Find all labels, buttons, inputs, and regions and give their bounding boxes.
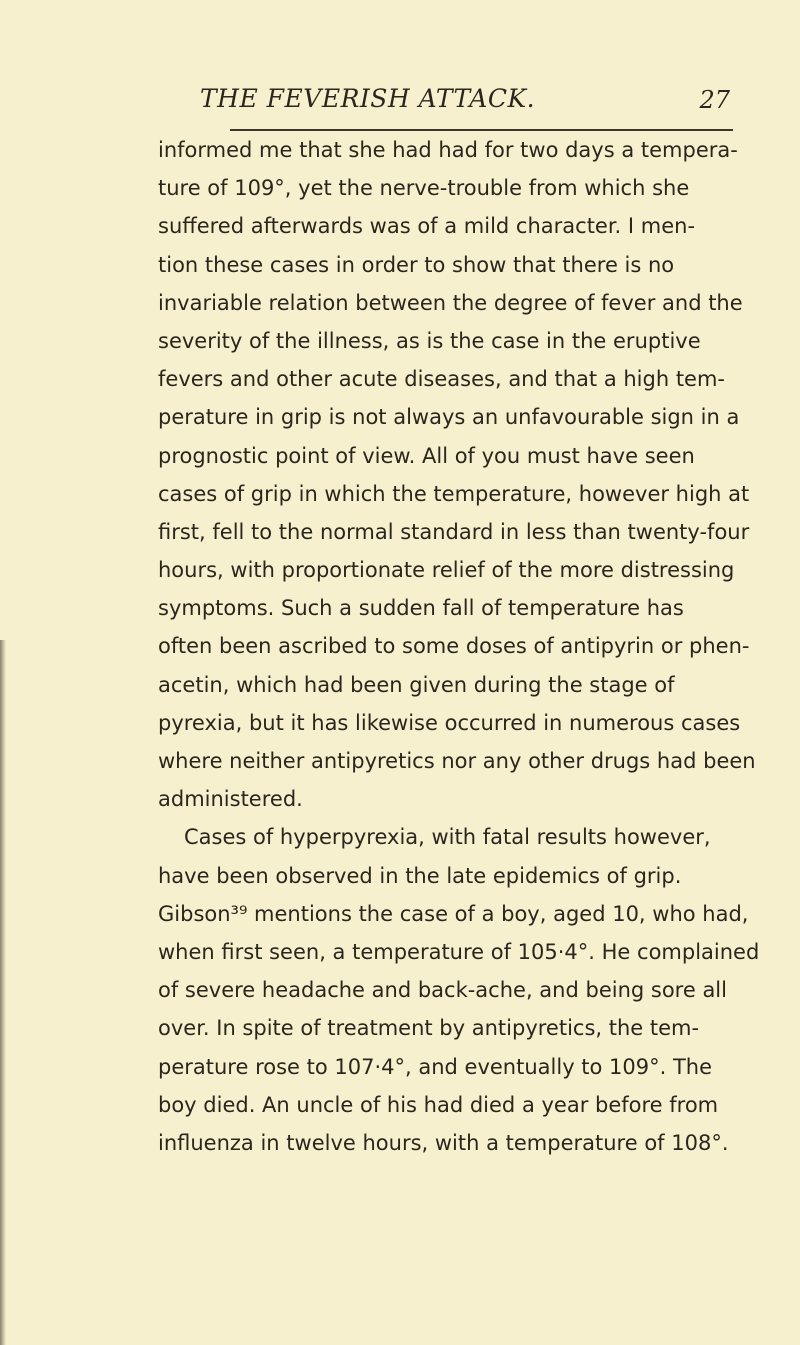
text-line: boy died. An uncle of his had died a year before from [158,1092,719,1117]
text-line: Cases of hyperpyrexia, with fatal results however, [184,825,711,850]
text-line: hours, with proportionate relief of the more distressing [158,558,735,583]
text-line: invariable relation between the degree of fever and the [158,290,743,315]
text-line: informed me that she had had for two days a tempera- [158,138,738,162]
body-text [158,131,760,1162]
text-line: have been observed in the late epidemics of grip. [158,863,682,888]
text-line: symptoms. Such a sudden fall of temperature has [158,596,684,621]
text-line: first, fell to the normal standard in less than twenty-four [158,519,750,544]
text-line: Gibson³⁹ mentions the case of a boy, aged 10, who had, [158,901,749,926]
binding-shadow [0,640,6,1345]
text-line: acetin, which had been given during the stage of [158,672,675,697]
text-line: over. In spite of treatment by antipyretics, the tem- [158,1016,700,1041]
page-number: 27 [699,86,730,114]
text-line: suffered afterwards was of a mild character. I men- [158,214,696,239]
text-line: prognostic point of view. All of you must have seen [158,443,695,468]
text-line: when first seen, a temperature of 105·4°. He complained [158,939,760,964]
text-line: administered. [158,787,303,812]
running-head: THE FEVERISH ATTACK. [200,84,536,113]
text-line: fevers and other acute diseases, and that a high tem- [158,367,726,392]
text-line: of severe headache and back-ache, and being sore all [158,978,727,1003]
text-line: tion these cases in order to show that there is no [158,252,675,277]
text-line: severity of the illness, as is the case in the eruptive [158,328,701,353]
page-header [200,84,730,124]
text-line: pyrexia, but it has likewise occurred in numerous cases [158,710,741,735]
text-line: influenza in twelve hours, with a temperature of 108°. [158,1130,729,1155]
text-line: cases of grip in which the temperature, however high at [158,481,750,506]
text-line: ture of 109°, yet the nerve-trouble from which she [158,176,690,201]
text-line: often been ascribed to some doses of antipyrin or phen- [158,634,750,659]
text-line: perature in grip is not always an unfavourable sign in a [158,405,740,430]
text-line: where neither antipyretics nor any other drugs had been [158,749,756,773]
text-line: perature rose to 107·4°, and eventually to 109°. The [158,1054,713,1079]
